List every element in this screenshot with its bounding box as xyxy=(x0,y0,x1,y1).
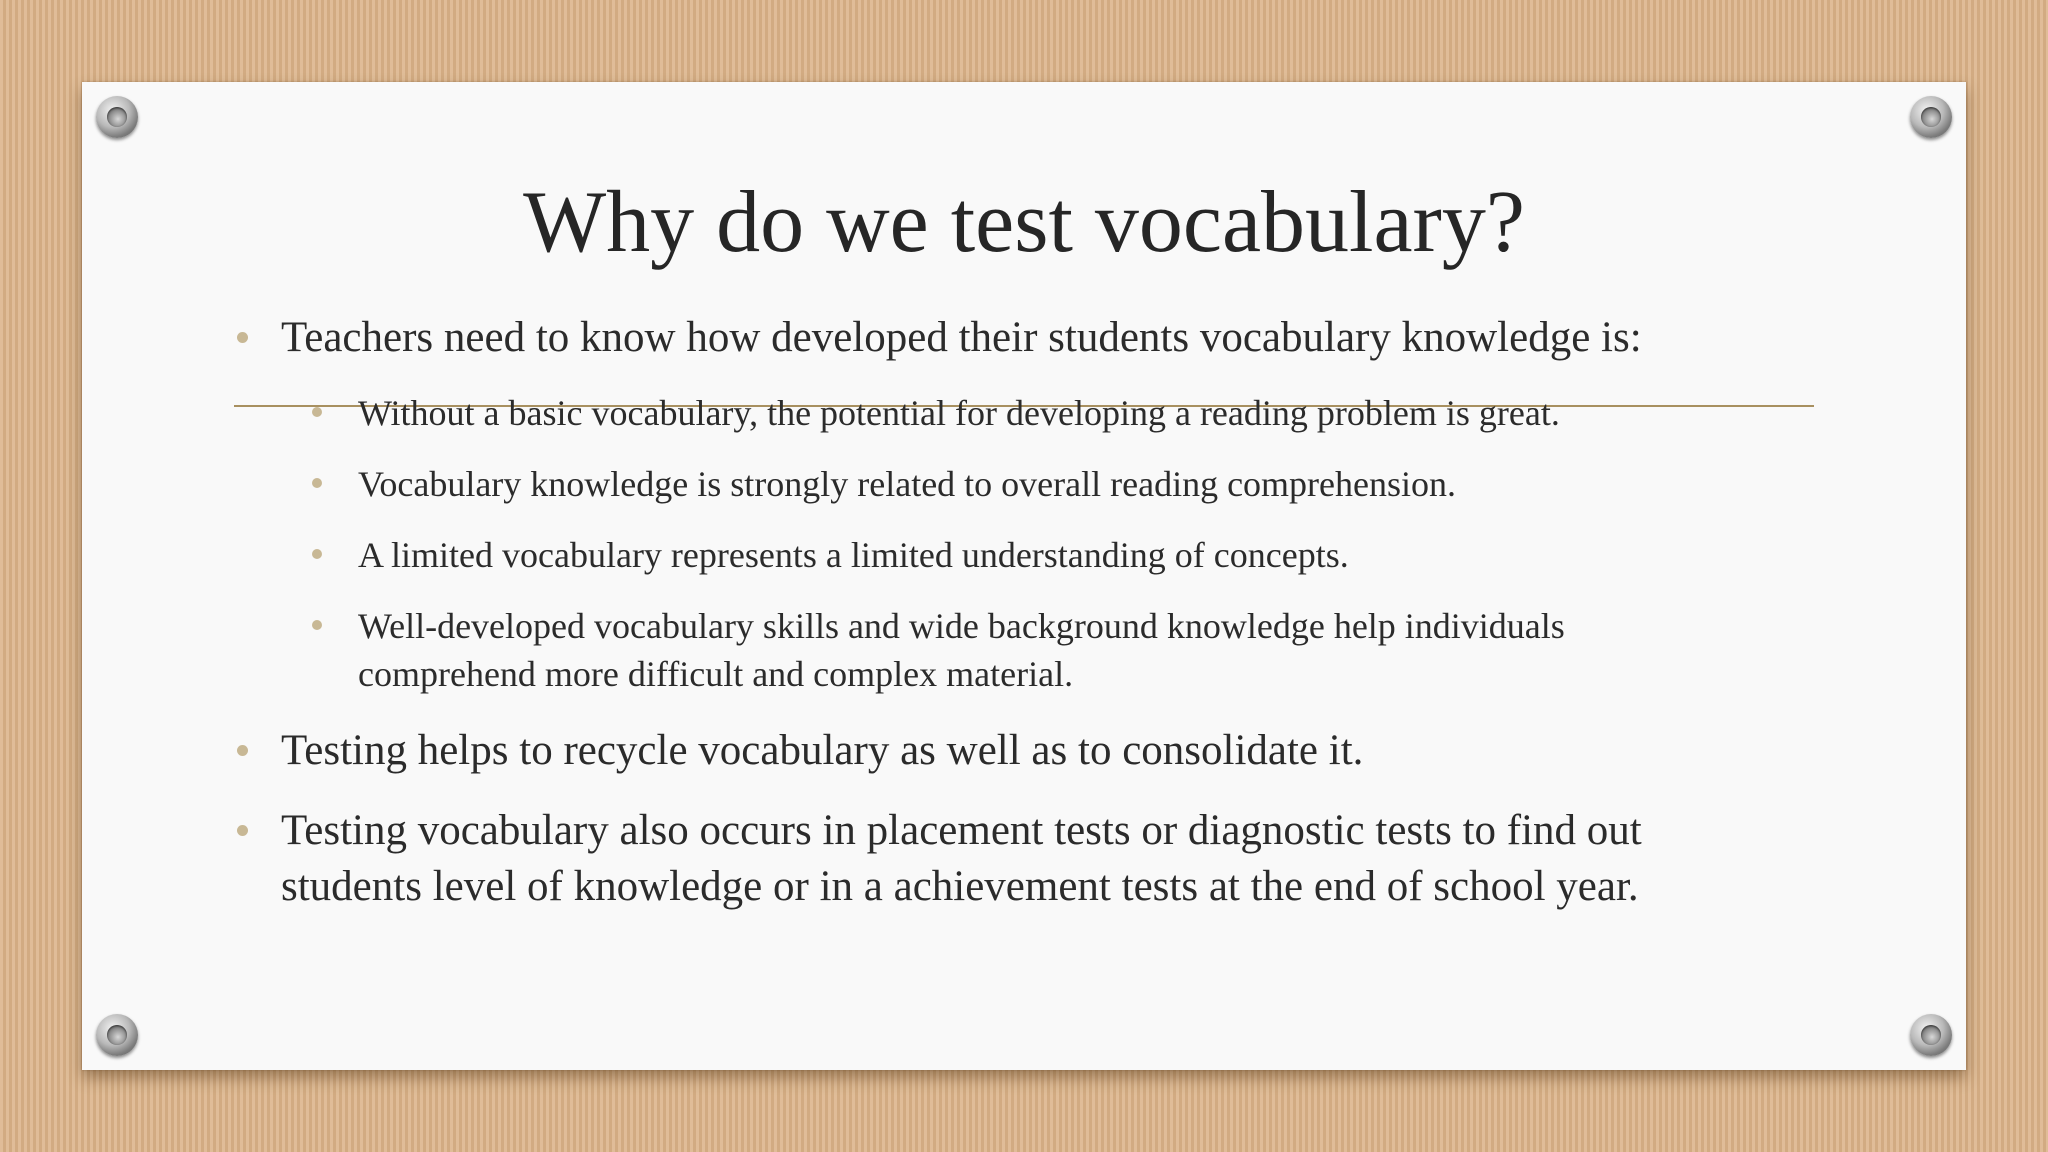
sub-bullet-text: Without a basic vocabulary, the potential for developing a reading problem is great. xyxy=(358,393,1560,433)
bullet-dot-icon xyxy=(312,620,322,630)
sub-bullet-text: A limited vocabulary represents a limited understanding of concepts. xyxy=(358,535,1349,575)
sub-bullet-text: Vocabulary knowledge is strongly related to overall reading comprehension. xyxy=(358,464,1457,504)
bullet-text: Testing vocabulary also occurs in placement tests or diagnostic tests to find out students level of knowledge or in a achievement tests at the end of school year. xyxy=(281,807,1642,910)
bullet-dot-icon xyxy=(312,407,322,417)
bullet-dot-icon xyxy=(237,332,248,343)
bullet-dot-icon xyxy=(237,825,248,836)
sub-bullet-item xyxy=(358,531,1718,579)
bullet-dot-icon xyxy=(312,549,322,559)
bullet-text: Testing helps to recycle vocabulary as well as to consolidate it. xyxy=(281,727,1364,774)
bullet-dot-icon xyxy=(312,478,322,488)
bullet-item xyxy=(281,723,1741,779)
slide-title: Why do we test vocabulary? xyxy=(523,174,1525,271)
bullet-item xyxy=(281,803,1741,915)
bullet-item xyxy=(281,310,1741,366)
bullet-text: Teachers need to know how developed their students vocabulary knowledge is: xyxy=(281,314,1642,361)
sub-bullet-text: Well-developed vocabulary skills and wide background knowledge help individuals comprehend more difficult and complex material. xyxy=(358,606,1565,694)
sub-bullet-item xyxy=(358,460,1718,508)
bullet-dot-icon xyxy=(237,745,248,756)
sub-bullet-item xyxy=(358,389,1718,437)
sub-bullet-item xyxy=(358,602,1718,698)
